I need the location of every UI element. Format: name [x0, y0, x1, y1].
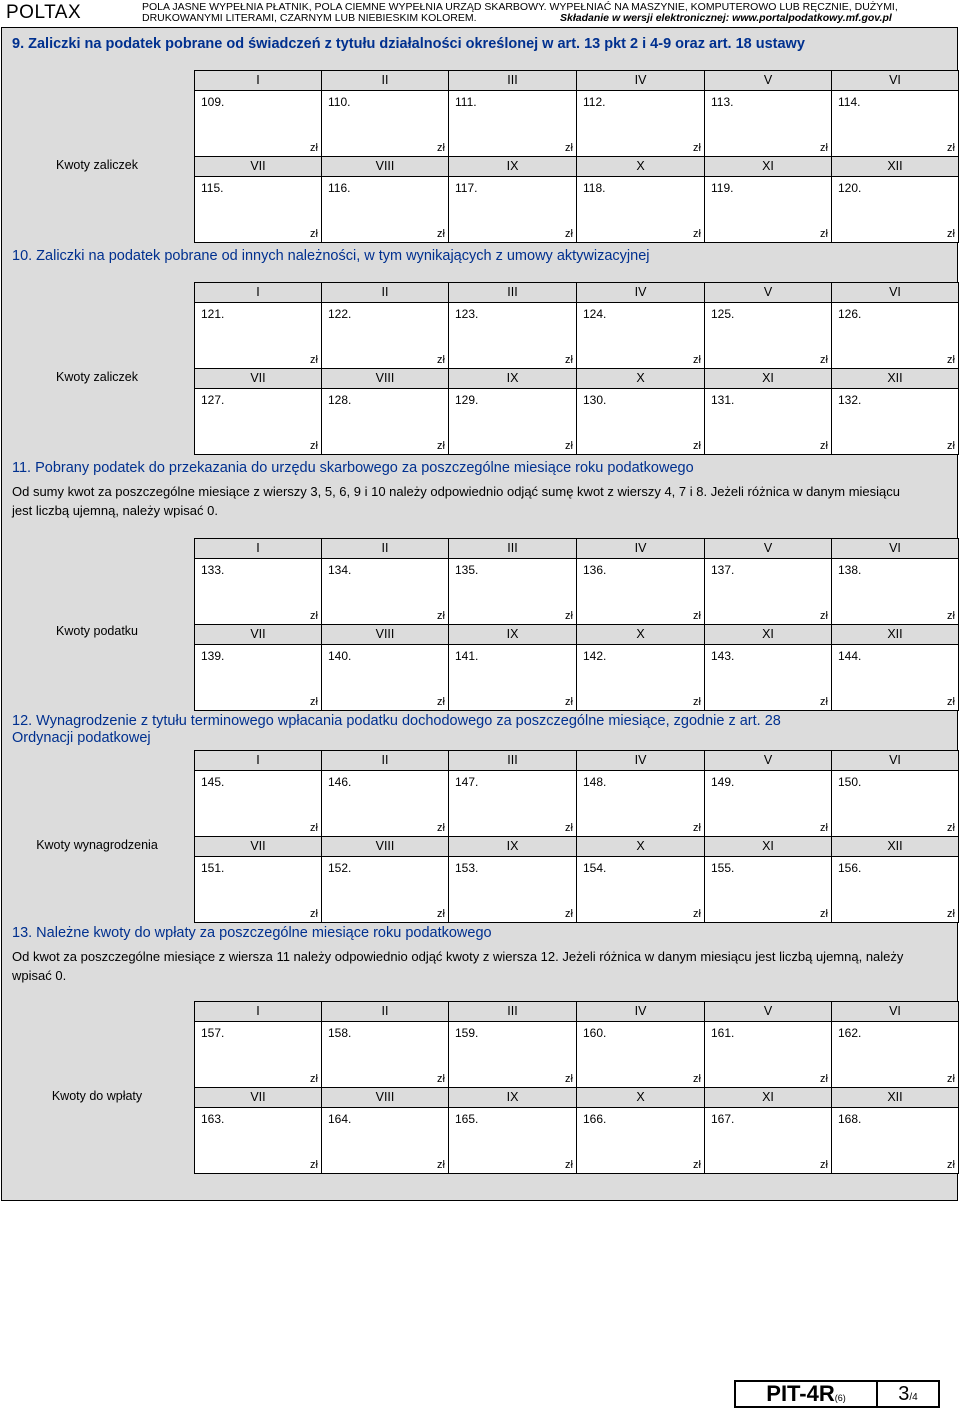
- amount-field[interactable]: [322, 857, 449, 923]
- currency-label: zł: [565, 610, 573, 622]
- month-header: III: [449, 1002, 577, 1022]
- field-number: 110.: [328, 95, 351, 109]
- field-number: 126.: [838, 307, 862, 321]
- amount-field[interactable]: [195, 303, 322, 369]
- amount-field[interactable]: [322, 645, 449, 711]
- month-header: VI: [832, 751, 959, 771]
- month-header: V: [705, 539, 832, 559]
- currency-label: zł: [693, 228, 701, 240]
- currency-label: zł: [437, 228, 445, 240]
- month-header: IX: [449, 837, 577, 857]
- currency-label: zł: [693, 610, 701, 622]
- currency-label: zł: [565, 822, 573, 834]
- month-header: VIII: [322, 837, 449, 857]
- field-number: 146.: [328, 775, 352, 789]
- amount-field[interactable]: [195, 857, 322, 923]
- currency-label: zł: [693, 354, 701, 366]
- month-header: VII: [195, 1088, 322, 1108]
- row-label: Kwoty zaliczek: [56, 158, 138, 172]
- amount-field[interactable]: [322, 177, 449, 243]
- amount-field[interactable]: [577, 177, 705, 243]
- section-title-continuation: Ordynacji podatkowej: [12, 730, 151, 746]
- field-number: 124.: [583, 307, 607, 321]
- field-number: 112.: [583, 95, 606, 109]
- amount-field[interactable]: [449, 389, 577, 455]
- currency-label: zł: [310, 1159, 318, 1171]
- currency-label: zł: [947, 440, 955, 452]
- amount-field[interactable]: [322, 389, 449, 455]
- amount-field[interactable]: [195, 1108, 322, 1174]
- month-header: XII: [832, 369, 959, 389]
- currency-label: zł: [693, 142, 701, 154]
- amount-field[interactable]: [832, 303, 959, 369]
- section-9: [2, 28, 957, 240]
- form-footer: [734, 1380, 940, 1408]
- amount-field[interactable]: [577, 645, 705, 711]
- month-header: IV: [577, 71, 705, 91]
- amount-field[interactable]: [195, 1022, 322, 1088]
- amount-field[interactable]: [832, 177, 959, 243]
- month-header: VIII: [322, 369, 449, 389]
- form-frame: [1, 27, 958, 1201]
- currency-label: zł: [820, 696, 828, 708]
- field-number: 137.: [711, 563, 735, 577]
- month-header: XII: [832, 837, 959, 857]
- currency-label: zł: [310, 908, 318, 920]
- currency-label: zł: [820, 1073, 828, 1085]
- field-number: 164.: [328, 1112, 352, 1126]
- amount-field[interactable]: [449, 857, 577, 923]
- currency-label: zł: [565, 354, 573, 366]
- instructions-line-2: DRUKOWANYMI LITERAMI, CZARNYM LUB NIEBIESKIM KOLOREM.: [142, 12, 477, 24]
- row-label: Kwoty zaliczek: [56, 370, 138, 384]
- month-header: II: [322, 1002, 449, 1022]
- field-number: 127.: [201, 393, 225, 407]
- month-header: XI: [705, 837, 832, 857]
- field-number: 156.: [838, 861, 862, 875]
- amount-field[interactable]: [195, 771, 322, 837]
- row-label: Kwoty do wpłaty: [51, 1089, 143, 1103]
- field-number: 111.: [455, 95, 477, 109]
- month-header: I: [195, 751, 322, 771]
- amount-field[interactable]: [449, 1108, 577, 1174]
- page-header: [0, 0, 960, 24]
- currency-label: zł: [820, 1159, 828, 1171]
- amount-field[interactable]: [705, 559, 832, 625]
- page-current: 3: [898, 1383, 910, 1405]
- month-header: IV: [577, 283, 705, 303]
- currency-label: zł: [310, 440, 318, 452]
- amount-field[interactable]: [195, 389, 322, 455]
- amount-field[interactable]: [577, 1022, 705, 1088]
- month-header: VII: [195, 157, 322, 177]
- month-header: V: [705, 283, 832, 303]
- currency-label: zł: [437, 1159, 445, 1171]
- currency-label: zł: [820, 354, 828, 366]
- currency-label: zł: [947, 1073, 955, 1085]
- section-title: 12. Wynagrodzenie z tytułu terminowego wpłacania podatku dochodowego za poszczególne miesiące, zgodnie z art. 28: [12, 713, 781, 729]
- amount-field[interactable]: [705, 303, 832, 369]
- currency-label: zł: [693, 1073, 701, 1085]
- field-number: 134.: [328, 563, 352, 577]
- month-header: IX: [449, 369, 577, 389]
- field-number: 145.: [201, 775, 225, 789]
- amount-field[interactable]: [832, 1022, 959, 1088]
- currency-label: zł: [310, 610, 318, 622]
- month-header: XI: [705, 625, 832, 645]
- field-number: 168.: [838, 1112, 862, 1126]
- month-header: VII: [195, 625, 322, 645]
- currency-label: zł: [310, 1073, 318, 1085]
- form-version: (6): [834, 1393, 846, 1403]
- amount-field[interactable]: [832, 857, 959, 923]
- field-number: 117.: [455, 181, 478, 195]
- section-description: Od kwot za poszczególne miesiące z wiersza 11 należy odpowiednio odjąć kwoty z wiersza 12. Jeżeli różnica w danym miesiącu jest liczbą ujemną, należy wpisać 0.: [12, 949, 904, 983]
- amount-field[interactable]: [577, 389, 705, 455]
- month-header: VIII: [322, 157, 449, 177]
- amount-field[interactable]: [195, 559, 322, 625]
- field-number: 153.: [455, 861, 479, 875]
- month-header: VI: [832, 71, 959, 91]
- field-number: 120.: [838, 181, 862, 195]
- field-number: 115.: [201, 181, 224, 195]
- month-header: VI: [832, 283, 959, 303]
- currency-label: zł: [565, 696, 573, 708]
- currency-label: zł: [693, 908, 701, 920]
- amount-field[interactable]: [449, 91, 577, 157]
- amount-field[interactable]: [705, 1108, 832, 1174]
- currency-label: zł: [947, 908, 955, 920]
- month-header: I: [195, 283, 322, 303]
- page-number: [878, 1382, 938, 1410]
- field-number: 140.: [328, 649, 352, 663]
- field-number: 118.: [583, 181, 606, 195]
- amount-field[interactable]: [705, 91, 832, 157]
- currency-label: zł: [437, 908, 445, 920]
- month-header: XII: [832, 157, 959, 177]
- field-number: 114.: [838, 95, 861, 109]
- currency-label: zł: [693, 440, 701, 452]
- amount-field[interactable]: [322, 559, 449, 625]
- months-grid: [194, 282, 959, 455]
- field-number: 159.: [455, 1026, 479, 1040]
- month-header: XII: [832, 1088, 959, 1108]
- field-number: 116.: [328, 181, 351, 195]
- amount-field[interactable]: [832, 771, 959, 837]
- month-header: V: [705, 71, 832, 91]
- currency-label: zł: [437, 440, 445, 452]
- month-header: II: [322, 283, 449, 303]
- currency-label: zł: [947, 354, 955, 366]
- amount-field[interactable]: [832, 645, 959, 711]
- month-header: XI: [705, 157, 832, 177]
- month-header: XI: [705, 1088, 832, 1108]
- amount-field[interactable]: [577, 771, 705, 837]
- amount-field[interactable]: [322, 91, 449, 157]
- field-number: 142.: [583, 649, 607, 663]
- field-number: 139.: [201, 649, 225, 663]
- field-number: 154.: [583, 861, 607, 875]
- month-header: VI: [832, 539, 959, 559]
- amount-field[interactable]: [449, 559, 577, 625]
- field-number: 151.: [201, 861, 225, 875]
- amount-field[interactable]: [322, 771, 449, 837]
- month-header: VIII: [322, 1088, 449, 1108]
- field-number: 133.: [201, 563, 225, 577]
- currency-label: zł: [947, 610, 955, 622]
- page-total: /4: [909, 1392, 918, 1403]
- amount-field[interactable]: [577, 559, 705, 625]
- amount-field[interactable]: [705, 1022, 832, 1088]
- currency-label: zł: [693, 696, 701, 708]
- section-11: [2, 452, 957, 708]
- month-header: I: [195, 539, 322, 559]
- form-code: [736, 1382, 878, 1406]
- amount-field[interactable]: [449, 303, 577, 369]
- month-header: V: [705, 751, 832, 771]
- field-number: 122.: [328, 307, 352, 321]
- currency-label: zł: [310, 822, 318, 834]
- instructions-line-1: POLA JASNE WYPEŁNIA PŁATNIK, POLA CIEMNE WYPEŁNIA URZĄD SKARBOWY. WYPEŁNIAĆ NA MASZYNIE, KOMPUTEROWO LUB RĘCZNIE, DUŻYMI,: [142, 1, 898, 13]
- month-header: IX: [449, 625, 577, 645]
- field-number: 131.: [711, 393, 735, 407]
- amount-field[interactable]: [577, 1108, 705, 1174]
- amount-field[interactable]: [449, 771, 577, 837]
- field-number: 148.: [583, 775, 607, 789]
- currency-label: zł: [310, 696, 318, 708]
- brand-logo: POLTAX: [6, 2, 82, 23]
- amount-field[interactable]: [705, 771, 832, 837]
- currency-label: zł: [820, 142, 828, 154]
- currency-label: zł: [820, 822, 828, 834]
- amount-field[interactable]: [195, 91, 322, 157]
- field-number: 129.: [455, 393, 479, 407]
- field-number: 163.: [201, 1112, 225, 1126]
- currency-label: zł: [693, 1159, 701, 1171]
- field-number: 162.: [838, 1026, 862, 1040]
- currency-label: zł: [947, 696, 955, 708]
- month-header: IX: [449, 1088, 577, 1108]
- amount-field[interactable]: [322, 1022, 449, 1088]
- currency-label: zł: [565, 440, 573, 452]
- section-description: Od sumy kwot za poszczególne miesiące z wierszy 3, 5, 6, 9 i 10 należy odpowiednio odjąć sumę kwot z wierszy 4, 7 i 8. Jeżeli różnica w danym miesiącu jest liczbą ujemną, należy wpisać 0.: [12, 484, 900, 518]
- month-header: IV: [577, 539, 705, 559]
- field-number: 152.: [328, 861, 352, 875]
- month-header: III: [449, 283, 577, 303]
- field-number: 160.: [583, 1026, 607, 1040]
- month-header: II: [322, 71, 449, 91]
- field-number: 149.: [711, 775, 735, 789]
- section-title: 13. Należne kwoty do wpłaty za poszczególne miesiące roku podatkowego: [12, 925, 492, 941]
- month-header: VII: [195, 369, 322, 389]
- currency-label: zł: [437, 610, 445, 622]
- row-label: Kwoty podatku: [56, 624, 138, 638]
- field-number: 143.: [711, 649, 735, 663]
- month-header: X: [577, 157, 705, 177]
- amount-field[interactable]: [322, 303, 449, 369]
- field-number: 165.: [455, 1112, 479, 1126]
- section-title: 9. Zaliczki na podatek pobrane od świadczeń z tytułu działalności określonej w art. 13 pkt 2 i 4-9 oraz art. 18 ustawy: [12, 36, 805, 52]
- field-number: 121.: [201, 307, 225, 321]
- field-number: 167.: [711, 1112, 735, 1126]
- month-header: II: [322, 539, 449, 559]
- months-grid: [194, 1001, 959, 1174]
- month-header: I: [195, 71, 322, 91]
- field-number: 109.: [201, 95, 225, 109]
- amount-field[interactable]: [832, 91, 959, 157]
- month-header: III: [449, 751, 577, 771]
- amount-field[interactable]: [322, 1108, 449, 1174]
- field-number: 125.: [711, 307, 735, 321]
- amount-field[interactable]: [195, 177, 322, 243]
- month-header: V: [705, 1002, 832, 1022]
- currency-label: zł: [820, 228, 828, 240]
- field-number: 161.: [711, 1026, 735, 1040]
- section-12: [2, 705, 957, 920]
- currency-label: zł: [947, 228, 955, 240]
- field-number: 119.: [711, 181, 734, 195]
- field-number: 155.: [711, 861, 735, 875]
- currency-label: zł: [437, 1073, 445, 1085]
- currency-label: zł: [820, 610, 828, 622]
- currency-label: zł: [310, 228, 318, 240]
- currency-label: zł: [565, 1073, 573, 1085]
- amount-field[interactable]: [705, 857, 832, 923]
- section-13: [2, 917, 957, 1202]
- month-header: IV: [577, 751, 705, 771]
- month-header: IV: [577, 1002, 705, 1022]
- month-header: I: [195, 1002, 322, 1022]
- currency-label: zł: [947, 822, 955, 834]
- currency-label: zł: [565, 228, 573, 240]
- field-number: 130.: [583, 393, 607, 407]
- month-header: III: [449, 71, 577, 91]
- field-number: 144.: [838, 649, 862, 663]
- currency-label: zł: [565, 142, 573, 154]
- amount-field[interactable]: [577, 857, 705, 923]
- amount-field[interactable]: [195, 645, 322, 711]
- section-title: 11. Pobrany podatek do przekazania do urzędu skarbowego za poszczególne miesiące roku podatkowego: [12, 460, 694, 476]
- field-number: 123.: [455, 307, 479, 321]
- amount-field[interactable]: [449, 645, 577, 711]
- field-number: 166.: [583, 1112, 607, 1126]
- amount-field[interactable]: [577, 91, 705, 157]
- month-header: XI: [705, 369, 832, 389]
- currency-label: zł: [693, 822, 701, 834]
- amount-field[interactable]: [705, 177, 832, 243]
- form-code-text: PIT-4R: [766, 1381, 835, 1406]
- field-number: 136.: [583, 563, 607, 577]
- amount-field[interactable]: [577, 303, 705, 369]
- month-header: III: [449, 539, 577, 559]
- month-header: X: [577, 837, 705, 857]
- month-header: VI: [832, 1002, 959, 1022]
- month-header: VII: [195, 837, 322, 857]
- field-number: 128.: [328, 393, 352, 407]
- currency-label: zł: [947, 1159, 955, 1171]
- amount-field[interactable]: [449, 177, 577, 243]
- months-grid: [194, 538, 959, 711]
- amount-field[interactable]: [832, 389, 959, 455]
- currency-label: zł: [310, 354, 318, 366]
- months-grid: [194, 70, 959, 243]
- amount-field[interactable]: [705, 389, 832, 455]
- months-grid: [194, 750, 959, 923]
- amount-field[interactable]: [449, 1022, 577, 1088]
- currency-label: zł: [437, 354, 445, 366]
- currency-label: zł: [565, 908, 573, 920]
- month-header: X: [577, 1088, 705, 1108]
- field-number: 150.: [838, 775, 862, 789]
- electronic-filing-note: Składanie w wersji elektronicznej: www.portalpodatkowy.mf.gov.pl: [560, 12, 892, 24]
- section-10: [2, 240, 957, 452]
- month-header: VIII: [322, 625, 449, 645]
- month-header: X: [577, 369, 705, 389]
- month-header: XII: [832, 625, 959, 645]
- currency-label: zł: [437, 142, 445, 154]
- currency-label: zł: [820, 908, 828, 920]
- currency-label: zł: [437, 696, 445, 708]
- field-number: 141.: [455, 649, 479, 663]
- month-header: X: [577, 625, 705, 645]
- amount-field[interactable]: [832, 1108, 959, 1174]
- row-label: Kwoty wynagrodzenia: [36, 838, 158, 852]
- field-number: 158.: [328, 1026, 352, 1040]
- currency-label: zł: [565, 1159, 573, 1171]
- month-header: II: [322, 751, 449, 771]
- field-number: 132.: [838, 393, 862, 407]
- amount-field[interactable]: [705, 645, 832, 711]
- month-header: IX: [449, 157, 577, 177]
- currency-label: zł: [947, 142, 955, 154]
- field-number: 113.: [711, 95, 734, 109]
- field-number: 135.: [455, 563, 479, 577]
- amount-field[interactable]: [832, 559, 959, 625]
- field-number: 138.: [838, 563, 862, 577]
- section-title: 10. Zaliczki na podatek pobrane od innych należności, w tym wynikających z umowy aktywizacyjnej: [12, 248, 650, 264]
- currency-label: zł: [437, 822, 445, 834]
- currency-label: zł: [310, 142, 318, 154]
- currency-label: zł: [820, 440, 828, 452]
- field-number: 147.: [455, 775, 479, 789]
- field-number: 157.: [201, 1026, 225, 1040]
